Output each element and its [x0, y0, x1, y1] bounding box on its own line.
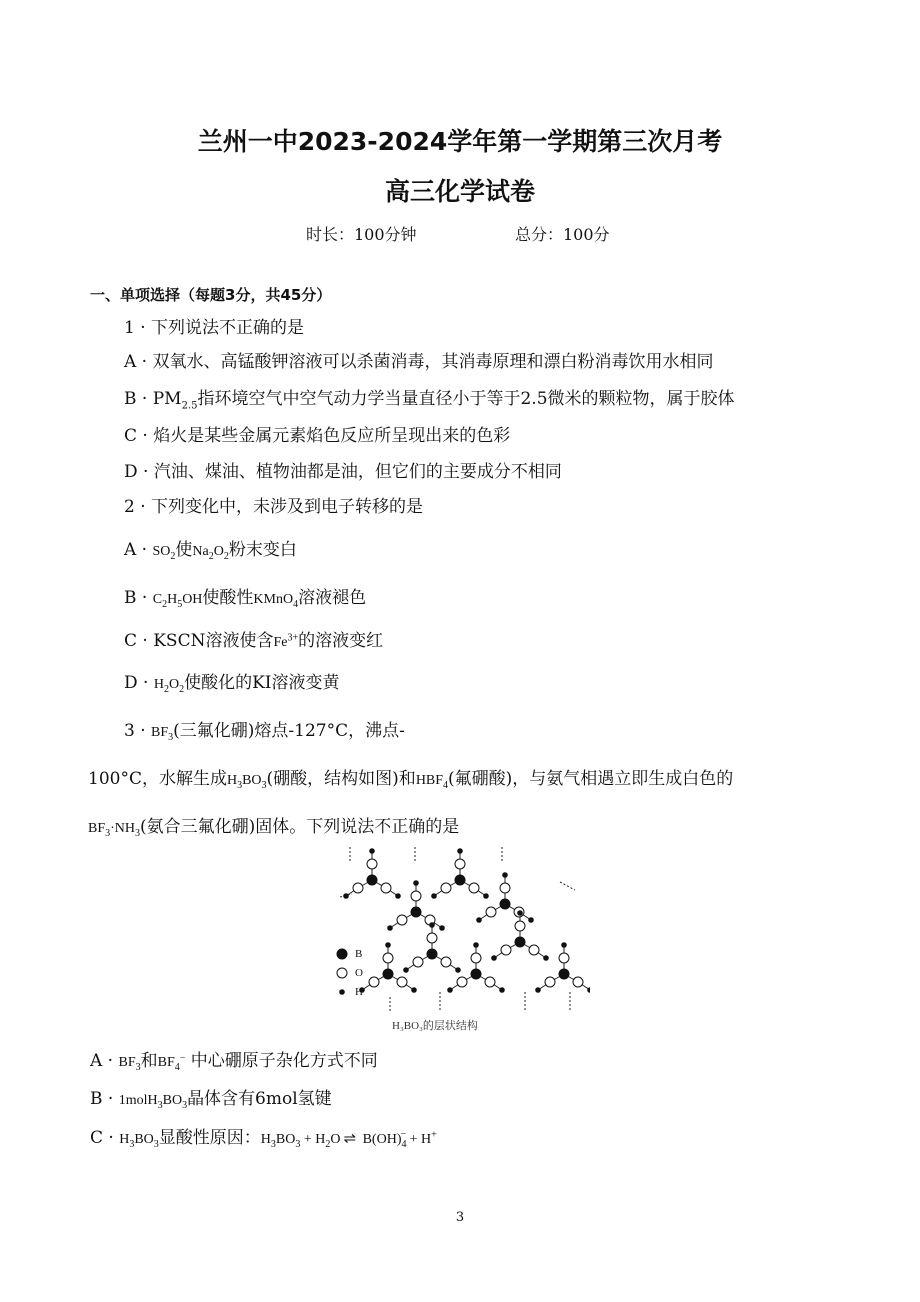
- q2-a-mid: 使: [175, 540, 193, 560]
- q2-option-b: [124, 583, 366, 610]
- q1-stem: 1 · 下列说法不正确的是: [124, 318, 305, 338]
- hydrogen-atom: [411, 987, 417, 993]
- boron-atom: [471, 969, 482, 980]
- oxygen-atom: [383, 953, 393, 963]
- hydrogen-atom: [385, 942, 391, 948]
- oxygen-atom: [381, 883, 391, 893]
- q3-h3bo3: $H_3BO_3$: [226, 773, 267, 791]
- q3-a-bf4: $BF_4^-$: [157, 1052, 186, 1073]
- q2-d-formula: $H_2O_2$: [153, 677, 185, 695]
- q2-stem: 2 · 下列变化中，未涉及到电子转移的是: [124, 497, 424, 517]
- page-number: 3: [455, 1210, 465, 1225]
- q3-c-equation: $H_3BO_3 + H_2O$ ⇌ $B(OH)_4^- + H^+$: [260, 1129, 437, 1150]
- hydrogen-atom: [473, 942, 479, 948]
- boron-atom: [383, 969, 394, 980]
- hydrogen-atom: [395, 893, 401, 899]
- hydrogen-atom: [502, 872, 508, 878]
- oxygen-atom: [457, 977, 467, 987]
- hydrogen-atom: [413, 880, 419, 886]
- boron-atom: [411, 907, 422, 918]
- hydrogen-atom: [561, 942, 567, 948]
- h3bo3-structure-figure: [330, 842, 590, 1037]
- legend-hydrogen-marker: [339, 989, 345, 995]
- boron-atom: [500, 899, 511, 910]
- hydrogen-atom: [343, 893, 349, 899]
- q2-b-formula1: $C_2H_5OH$: [152, 592, 203, 610]
- hydrogen-atom: [387, 925, 393, 931]
- q3-b-formula: $1molH_3BO_3$: [118, 1093, 188, 1111]
- oxygen-atom: [559, 953, 569, 963]
- q3-stem-line3: $BF_3\cdot NH_3$(氨合三氟化硼)固体。下列说法不正确的是: [88, 817, 460, 839]
- q1-b-text: 指环境空气中空气动力学当量直径小于等于2.5微米的颗粒物，属于胶体: [197, 389, 735, 409]
- q2-d-label: D ·: [124, 673, 154, 693]
- structure-legend-markers: [334, 946, 352, 1002]
- q2-b-label: B ·: [124, 588, 153, 608]
- oxygen-atom: [427, 933, 437, 943]
- q1-b-prefix: B · PM: [124, 389, 182, 409]
- hydrogen-atom: [369, 848, 375, 854]
- oxygen-atom: [455, 859, 465, 869]
- section-heading: 一、单项选择（每题3分，共45分）: [90, 286, 332, 304]
- q3-stem-line1: $3 \cdot BF_3$(三氟化硼)熔点-127°C，沸点-: [124, 721, 405, 743]
- q3-option-a: $A \cdot BF_3$和$BF_4^-$ 中心硼原子杂化方式不同: [90, 1051, 378, 1073]
- legend-label-h: H: [355, 986, 363, 998]
- hydrogen-atom: [517, 910, 523, 916]
- q1-option-b: [124, 384, 735, 411]
- oxygen-atom: [469, 883, 479, 893]
- oxygen-atom: [501, 945, 511, 955]
- oxygen-atom: [369, 977, 379, 987]
- hydrogen-atom: [535, 987, 541, 993]
- q1-option-c: C · 焰火是某些金属元素焰色反应所呈现出来的色彩: [124, 426, 511, 446]
- hydrogen-atom: [457, 848, 463, 854]
- boron-atom: [515, 937, 526, 948]
- hydrogen-atom: [499, 987, 505, 993]
- legend-boron-marker: [337, 949, 348, 960]
- q2-b-text: 溶液褪色: [298, 588, 367, 608]
- oxygen-atom: [441, 957, 451, 967]
- q3-stem-line2: 100°C，水解生成$H_3BO_3$(硼酸，结构如图)和$HBF_4$(氟硼酸)，与氨气相遇立即生成白色的: [88, 769, 734, 791]
- exam-total-score: 总分：100分: [515, 225, 610, 244]
- hydrogen-atom: [483, 893, 489, 899]
- oxygen-atom: [413, 957, 423, 967]
- oxygen-atom: [485, 977, 495, 987]
- q2-a-formula1: $SO_2$: [152, 544, 176, 562]
- q3-bf3: $BF_3$: [151, 725, 174, 743]
- oxygen-atom: [573, 977, 583, 987]
- oxygen-atom: [529, 945, 539, 955]
- q1-option-a: A · 双氧水、高锰酸钾溶液可以杀菌消毒，其消毒原理和漂白粉消毒饮用水相同: [124, 352, 714, 372]
- q1-option-d: D · 汽油、煤油、植物油都是油，但它们的主要成分不相同: [124, 462, 562, 482]
- oxygen-atom: [411, 891, 421, 901]
- q2-b-formula2: KMnO$_4$: [253, 592, 299, 610]
- structure-bonds: [346, 851, 590, 990]
- hydrogen-atom: [431, 893, 437, 899]
- oxygen-atom: [486, 907, 496, 917]
- page-subtitle: 高三化学试卷: [384, 177, 535, 206]
- q3-a-bf3: $BF_3$: [118, 1055, 141, 1073]
- q2-option-a: [124, 535, 297, 562]
- q2-a-formula2: $Na_2O_2$: [192, 544, 229, 562]
- page-title: 兰州一中2023-2024学年第一学期第三次月考: [197, 127, 723, 156]
- oxygen-atom: [397, 977, 407, 987]
- q2-a-text: 粉末变白: [228, 540, 297, 560]
- q3-option-c: $C \cdot H_3BO_3$显酸性原因：$H_3BO_3 + H_2O$ ⇌ $B(OH)_4^- + H^+$: [90, 1128, 437, 1150]
- boron-atom: [427, 949, 438, 960]
- oxygen-atom: [471, 953, 481, 963]
- hydrogen-atom: [543, 955, 549, 961]
- equilibrium-arrow: ⇌: [343, 1131, 357, 1147]
- oxygen-atom: [367, 859, 377, 869]
- legend-label-o: O: [355, 967, 363, 979]
- hydrogen-atom: [491, 955, 497, 961]
- figure-caption: H₃BO₃的层状结构: [392, 1020, 478, 1032]
- boron-atom: [455, 875, 466, 886]
- oxygen-atom: [515, 921, 525, 931]
- q2-d-text: 使酸化的KI溶液变黄: [184, 673, 340, 693]
- hydrogen-atom: [429, 922, 435, 928]
- hydrogen-atom: [528, 917, 534, 923]
- q3-hbf4: $HBF_4$: [415, 773, 449, 791]
- q2-c-text1: C · KSCN溶液使含: [124, 631, 274, 651]
- q2-b-mid: 使酸性: [202, 588, 254, 608]
- boron-atom: [559, 969, 570, 980]
- legend-oxygen-marker: [337, 968, 347, 978]
- q2-option-c: [124, 626, 383, 651]
- q2-a-label: A ·: [124, 540, 153, 560]
- q1-b-sub: 2.5: [181, 400, 198, 412]
- exam-duration: 时长：100分钟: [306, 225, 417, 244]
- legend-label-b: B: [355, 948, 363, 960]
- hydrogen-atom: [447, 987, 453, 993]
- oxygen-atom: [397, 915, 407, 925]
- structure-atoms: [343, 848, 590, 993]
- q2-c-ion: $Fe^{3+}$: [273, 632, 299, 650]
- hydrogen-atom: [476, 917, 482, 923]
- oxygen-atom: [500, 883, 510, 893]
- hydrogen-atom: [455, 967, 461, 973]
- oxygen-atom: [353, 883, 363, 893]
- oxygen-atom: [545, 977, 555, 987]
- boron-atom: [367, 875, 378, 886]
- q3-bf3nh3: $BF_3\cdot NH_3$: [88, 821, 141, 839]
- hydrogen-atom: [439, 925, 445, 931]
- oxygen-atom: [441, 883, 451, 893]
- hydrogen-atom: [403, 967, 409, 973]
- q2-option-d: [124, 668, 340, 695]
- q2-c-text2: 的溶液变红: [298, 631, 384, 651]
- q3-c-formula: $H_3BO_3$: [119, 1132, 159, 1150]
- q3-option-b: $B \cdot 1molH_3BO_3$晶体含有6mol氢键: [90, 1089, 332, 1111]
